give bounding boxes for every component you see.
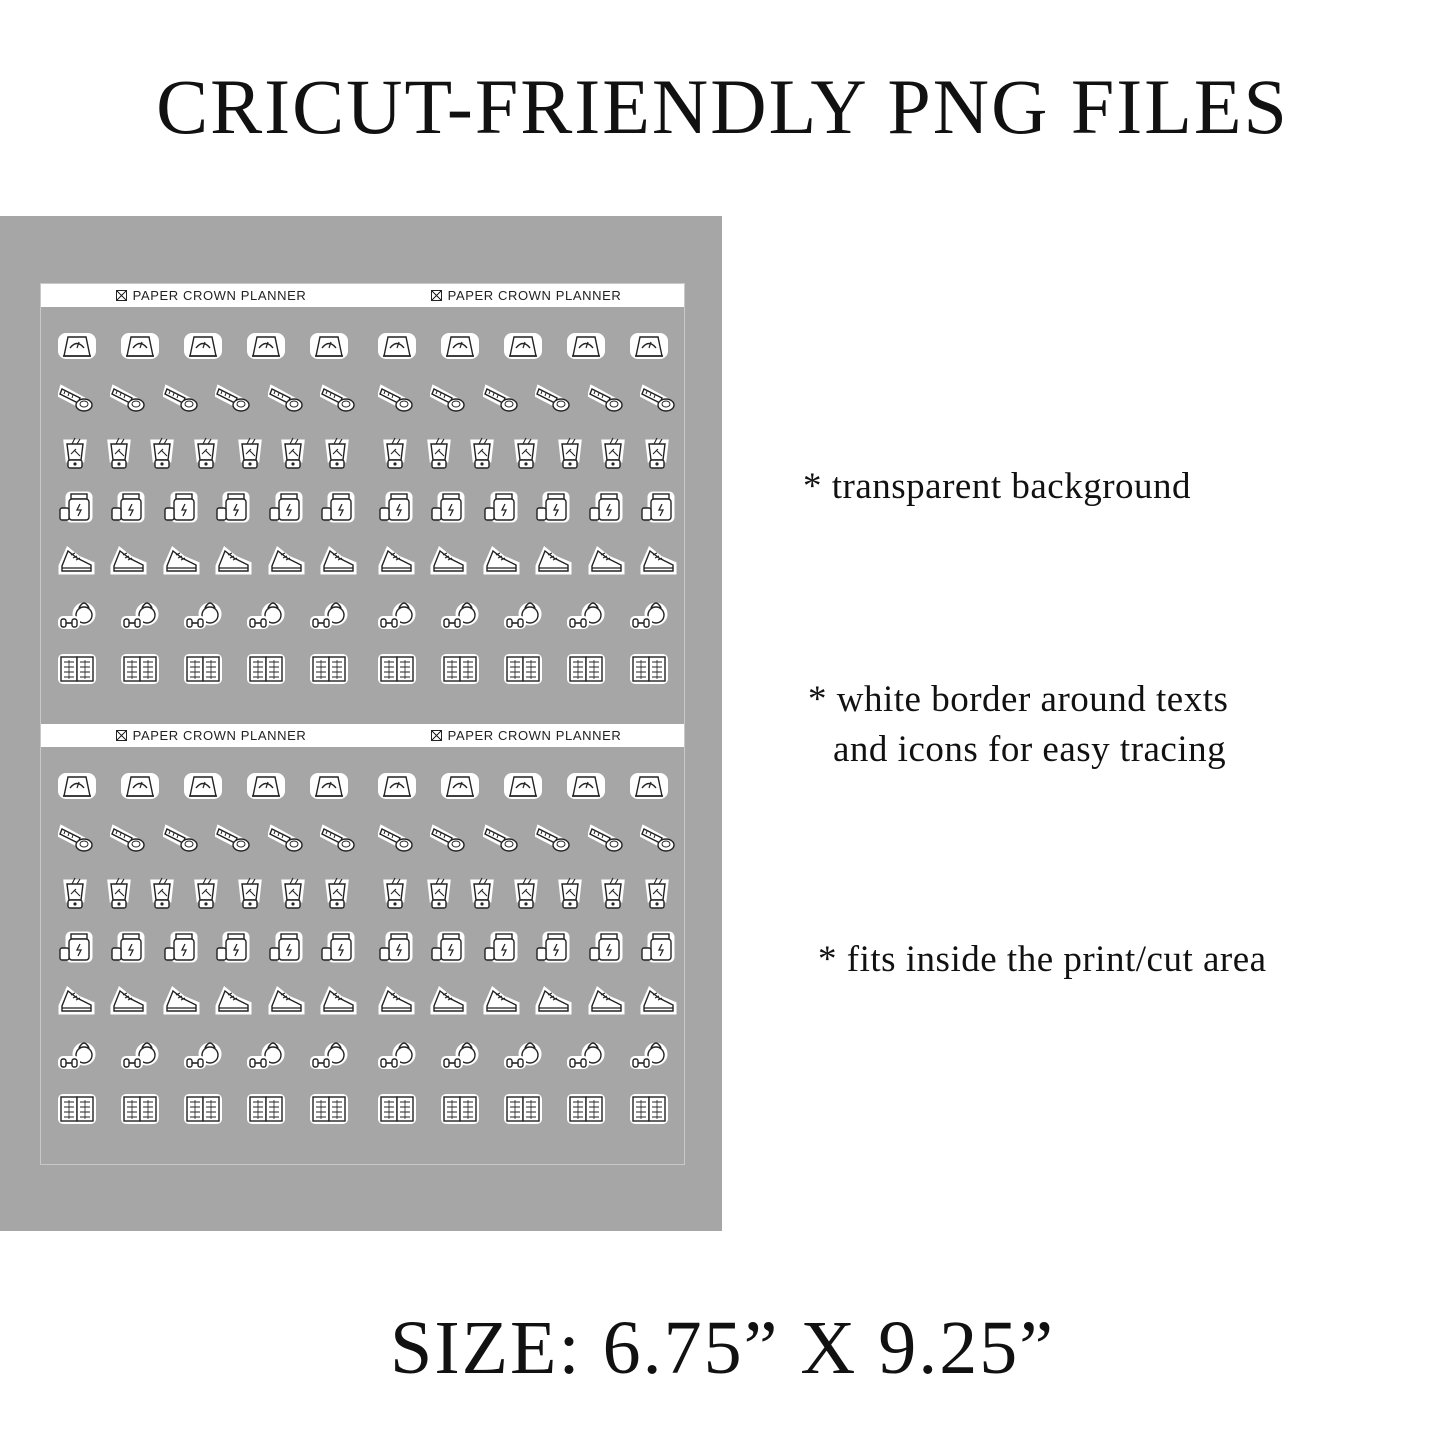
blender-icon — [553, 876, 591, 910]
supplement-jar-icon — [268, 930, 306, 964]
page-title: CRICUT-FRIENDLY PNG FILES — [156, 63, 1289, 150]
scale-icon — [310, 328, 348, 362]
sneaker-icon — [640, 984, 678, 1018]
sneaker-icon — [483, 544, 521, 578]
meal-workout-log-icon — [121, 1092, 159, 1126]
scale-icon — [58, 768, 96, 802]
kettlebell-dumbbell-icon — [58, 1038, 96, 1072]
sticker-row — [378, 490, 678, 526]
kettlebell-dumbbell-icon — [504, 1038, 542, 1072]
blender-icon — [320, 436, 358, 470]
supplement-jar-icon — [320, 490, 358, 524]
sticker-row — [58, 768, 348, 804]
sneaker-icon — [378, 544, 416, 578]
blender-icon — [465, 876, 503, 910]
blender-icon — [320, 876, 358, 910]
kettlebell-dumbbell-icon — [630, 598, 668, 632]
supplement-jar-icon — [58, 930, 96, 964]
scale-icon — [121, 768, 159, 802]
meal-workout-log-icon — [441, 652, 479, 686]
blender-icon — [233, 876, 271, 910]
supplement-jar-icon — [215, 490, 253, 524]
meal-workout-log-icon — [504, 652, 542, 686]
scale-icon — [184, 768, 222, 802]
measuring-tape-icon — [430, 382, 468, 416]
scale-icon — [247, 768, 285, 802]
feature-transparent-background — [803, 462, 1191, 512]
brand-text: PAPER CROWN PLANNER — [132, 288, 307, 303]
blender-icon — [276, 436, 314, 470]
blender-icon — [189, 876, 227, 910]
sheet-header — [41, 724, 684, 747]
sneaker-icon — [268, 984, 306, 1018]
measuring-tape-icon — [378, 382, 416, 416]
sneaker-icon — [58, 984, 96, 1018]
sneaker-icon — [320, 984, 358, 1018]
kettlebell-dumbbell-icon — [441, 598, 479, 632]
kettlebell-dumbbell-icon — [630, 1038, 668, 1072]
feature-text: * transparent background — [803, 466, 1192, 507]
blender-icon — [509, 436, 547, 470]
sticker-row — [58, 490, 358, 526]
blender-icon — [378, 436, 416, 470]
supplement-jar-icon — [588, 490, 626, 524]
sticker-row — [58, 652, 348, 688]
sticker-row — [58, 436, 358, 472]
sneaker-icon — [215, 544, 253, 578]
blender-icon — [465, 436, 503, 470]
meal-workout-log-icon — [247, 652, 285, 686]
sticker-row — [378, 544, 678, 580]
sneaker-icon — [110, 984, 148, 1018]
measuring-tape-icon — [110, 822, 148, 856]
measuring-tape-icon — [215, 382, 253, 416]
blender-icon — [596, 436, 634, 470]
supplement-jar-icon — [320, 930, 358, 964]
scale-icon — [247, 328, 285, 362]
sticker-row — [58, 822, 358, 858]
kettlebell-dumbbell-icon — [378, 598, 416, 632]
meal-workout-log-icon — [58, 652, 96, 686]
sneaker-icon — [588, 984, 626, 1018]
brand-logo-icon — [116, 730, 127, 741]
measuring-tape-icon — [215, 822, 253, 856]
meal-workout-log-icon — [378, 1092, 416, 1126]
brand-text: PAPER CROWN PLANNER — [447, 728, 622, 743]
scale-icon — [58, 328, 96, 362]
kettlebell-dumbbell-icon — [567, 598, 605, 632]
sticker-sheet-top — [41, 284, 684, 724]
brand-label — [376, 284, 676, 307]
sticker-row — [58, 1038, 348, 1074]
sticker-row — [378, 876, 678, 912]
meal-workout-log-icon — [121, 652, 159, 686]
kettlebell-dumbbell-icon — [247, 598, 285, 632]
measuring-tape-icon — [163, 822, 201, 856]
sticker-sheet-preview — [0, 216, 722, 1231]
scale-icon — [310, 768, 348, 802]
meal-workout-log-icon — [310, 1092, 348, 1126]
measuring-tape-icon — [110, 382, 148, 416]
scale-icon — [567, 328, 605, 362]
scale-icon — [441, 328, 479, 362]
sticker-row — [58, 984, 358, 1020]
sticker-row — [58, 930, 358, 966]
sticker-row — [378, 822, 678, 858]
blender-icon — [189, 436, 227, 470]
measuring-tape-icon — [163, 382, 201, 416]
meal-workout-log-icon — [630, 1092, 668, 1126]
blender-icon — [276, 876, 314, 910]
sticker-row — [378, 768, 668, 804]
blender-icon — [378, 876, 416, 910]
blender-icon — [145, 436, 183, 470]
kettlebell-dumbbell-icon — [247, 1038, 285, 1072]
brand-text: PAPER CROWN PLANNER — [447, 288, 622, 303]
sticker-row — [378, 1092, 668, 1128]
blender-icon — [640, 436, 678, 470]
sneaker-icon — [640, 544, 678, 578]
sticker-row — [58, 876, 358, 912]
brand-logo-icon — [116, 290, 127, 301]
sneaker-icon — [268, 544, 306, 578]
sticker-row — [378, 984, 678, 1020]
measuring-tape-icon — [535, 822, 573, 856]
print-cut-area — [41, 284, 684, 1164]
sneaker-icon — [535, 544, 573, 578]
sneaker-icon — [58, 544, 96, 578]
scale-icon — [567, 768, 605, 802]
sneaker-icon — [320, 544, 358, 578]
kettlebell-dumbbell-icon — [184, 1038, 222, 1072]
measuring-tape-icon — [483, 382, 521, 416]
meal-workout-log-icon — [441, 1092, 479, 1126]
kettlebell-dumbbell-icon — [504, 598, 542, 632]
supplement-jar-icon — [588, 930, 626, 964]
supplement-jar-icon — [640, 490, 678, 524]
sneaker-icon — [535, 984, 573, 1018]
kettlebell-dumbbell-icon — [310, 598, 348, 632]
measuring-tape-icon — [535, 382, 573, 416]
kettlebell-dumbbell-icon — [310, 1038, 348, 1072]
sneaker-icon — [430, 544, 468, 578]
sneaker-icon — [163, 984, 201, 1018]
sneaker-icon — [430, 984, 468, 1018]
meal-workout-log-icon — [184, 652, 222, 686]
feature-text: * white border around texts — [808, 679, 1229, 720]
scale-icon — [378, 328, 416, 362]
measuring-tape-icon — [483, 822, 521, 856]
sticker-row — [378, 1038, 668, 1074]
sneaker-icon — [483, 984, 521, 1018]
kettlebell-dumbbell-icon — [441, 1038, 479, 1072]
brand-label — [376, 724, 676, 747]
sneaker-icon — [378, 984, 416, 1018]
sticker-row — [378, 382, 678, 418]
supplement-jar-icon — [163, 930, 201, 964]
supplement-jar-icon — [535, 930, 573, 964]
sticker-row — [378, 930, 678, 966]
blender-icon — [102, 876, 140, 910]
blender-icon — [509, 876, 547, 910]
blender-icon — [233, 436, 271, 470]
brand-logo-icon — [431, 290, 442, 301]
sheet-header — [41, 284, 684, 307]
sticker-row — [58, 328, 348, 364]
sticker-row — [378, 328, 668, 364]
supplement-jar-icon — [110, 930, 148, 964]
feature-text: * fits inside the print/cut area — [818, 939, 1267, 980]
meal-workout-log-icon — [504, 1092, 542, 1126]
measuring-tape-icon — [320, 822, 358, 856]
supplement-jar-icon — [163, 490, 201, 524]
supplement-jar-icon — [378, 930, 416, 964]
sticker-row — [58, 382, 358, 418]
sneaker-icon — [110, 544, 148, 578]
blender-icon — [553, 436, 591, 470]
scale-icon — [504, 768, 542, 802]
kettlebell-dumbbell-icon — [184, 598, 222, 632]
sticker-row — [378, 598, 668, 634]
kettlebell-dumbbell-icon — [121, 598, 159, 632]
supplement-jar-icon — [430, 930, 468, 964]
meal-workout-log-icon — [247, 1092, 285, 1126]
scale-icon — [441, 768, 479, 802]
blender-icon — [102, 436, 140, 470]
measuring-tape-icon — [588, 822, 626, 856]
kettlebell-dumbbell-icon — [58, 598, 96, 632]
size-label: SIZE: 6.75” X 9.25” — [390, 1306, 1055, 1390]
brand-logo-icon — [431, 730, 442, 741]
sneaker-icon — [163, 544, 201, 578]
brand-label — [61, 284, 361, 307]
kettlebell-dumbbell-icon — [378, 1038, 416, 1072]
measuring-tape-icon — [320, 382, 358, 416]
feature-white-border — [808, 675, 1228, 775]
supplement-jar-icon — [58, 490, 96, 524]
blender-icon — [145, 876, 183, 910]
blender-icon — [422, 436, 460, 470]
sneaker-icon — [215, 984, 253, 1018]
scale-icon — [630, 768, 668, 802]
sticker-row — [378, 436, 678, 472]
kettlebell-dumbbell-icon — [121, 1038, 159, 1072]
supplement-jar-icon — [378, 490, 416, 524]
supplement-jar-icon — [483, 930, 521, 964]
measuring-tape-icon — [640, 822, 678, 856]
measuring-tape-icon — [430, 822, 468, 856]
supplement-jar-icon — [483, 490, 521, 524]
sticker-row — [58, 1092, 348, 1128]
measuring-tape-icon — [58, 382, 96, 416]
blender-icon — [640, 876, 678, 910]
meal-workout-log-icon — [184, 1092, 222, 1126]
supplement-jar-icon — [430, 490, 468, 524]
sticker-row — [378, 652, 668, 688]
sticker-row — [58, 544, 358, 580]
sneaker-icon — [588, 544, 626, 578]
scale-icon — [184, 328, 222, 362]
brand-text: PAPER CROWN PLANNER — [132, 728, 307, 743]
measuring-tape-icon — [640, 382, 678, 416]
measuring-tape-icon — [268, 822, 306, 856]
feature-fits-cut-area — [818, 935, 1267, 985]
supplement-jar-icon — [640, 930, 678, 964]
measuring-tape-icon — [378, 822, 416, 856]
supplement-jar-icon — [268, 490, 306, 524]
supplement-jar-icon — [110, 490, 148, 524]
sticker-row — [58, 598, 348, 634]
blender-icon — [58, 436, 96, 470]
meal-workout-log-icon — [630, 652, 668, 686]
scale-icon — [121, 328, 159, 362]
sticker-sheet-bottom — [41, 724, 684, 1164]
meal-workout-log-icon — [378, 652, 416, 686]
feature-text: and icons for easy tracing — [833, 728, 1227, 770]
measuring-tape-icon — [268, 382, 306, 416]
meal-workout-log-icon — [58, 1092, 96, 1126]
measuring-tape-icon — [588, 382, 626, 416]
scale-icon — [630, 328, 668, 362]
supplement-jar-icon — [215, 930, 253, 964]
scale-icon — [504, 328, 542, 362]
blender-icon — [422, 876, 460, 910]
meal-workout-log-icon — [310, 652, 348, 686]
brand-label — [61, 724, 361, 747]
meal-workout-log-icon — [567, 1092, 605, 1126]
blender-icon — [596, 876, 634, 910]
kettlebell-dumbbell-icon — [567, 1038, 605, 1072]
blender-icon — [58, 876, 96, 910]
meal-workout-log-icon — [567, 652, 605, 686]
supplement-jar-icon — [535, 490, 573, 524]
scale-icon — [378, 768, 416, 802]
measuring-tape-icon — [58, 822, 96, 856]
